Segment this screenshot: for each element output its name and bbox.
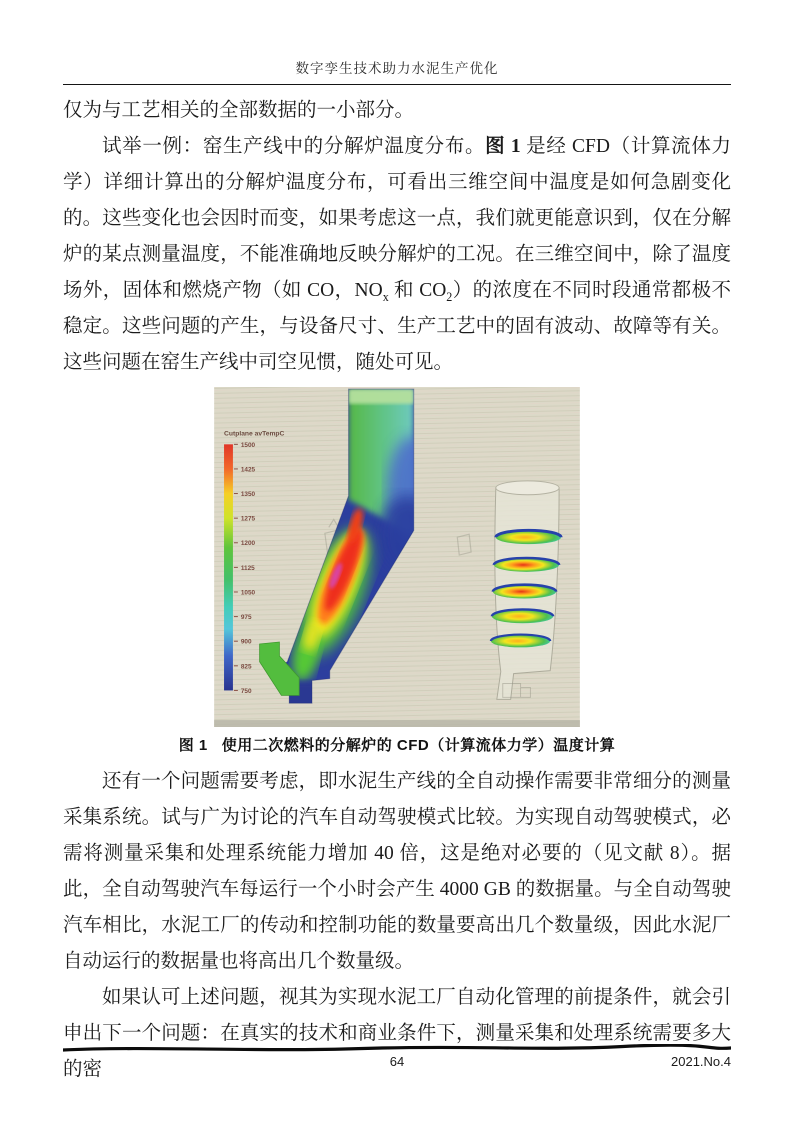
footer-row <box>63 1054 731 1072</box>
colorbar-tick-label: 750 <box>240 687 252 695</box>
paragraph-2 <box>63 764 731 980</box>
page-number: 64 <box>389 1054 405 1069</box>
paragraph-continuation <box>63 93 731 129</box>
issue-number: 2021.No.4 <box>671 1054 731 1069</box>
colorbar-tick-label: 975 <box>240 614 252 622</box>
paragraph-text: 试举一例：窑生产线中的分解炉温度分布。 <box>102 136 486 157</box>
figure-caption-label: 图 1 <box>178 737 208 754</box>
colorbar-tick-label: 1050 <box>240 589 256 597</box>
page-footer <box>63 1044 731 1072</box>
footer-rule <box>63 1044 731 1053</box>
paragraph-text: 如果认可上述问题，视其为实现水泥工厂自动化管理的前提条件，就会引申出下一个问题：在真实的技术和商业条件下，测量采集和处理系统需要多大的密 <box>63 987 731 1080</box>
colorbar-tick-label: 1275 <box>240 515 256 523</box>
figure-reference: 图 1 <box>485 136 521 157</box>
colorbar-tick-label: 1500 <box>240 441 256 449</box>
colorbar-gradient <box>224 444 233 690</box>
cutplane-slice <box>494 558 559 572</box>
cutplane-slice <box>492 609 553 623</box>
cutplane-slice <box>491 635 550 648</box>
cutplane-cylinder <box>491 481 561 699</box>
paragraph-text: 还有一个问题需要考虑，即水泥生产线的全自动操作需要非常细分的测量采集系统。试与广为讨论的汽车自动驾驶模式比较。为实现自动驾驶模式，必需将测量采集和处理系统能力增加 40 倍，这是绝对必要的（见文献 8）。据此，全自动驾驶汽车每运行一个小时会产生 4000 GB 的数据量。与全自动驾驶汽车相比，水泥工厂的传动和控制功能的数量要高出几个数量级，因此水泥厂自动运行的数据量也将高出几个数量级。 <box>63 771 731 972</box>
figure-caption-text: 使用二次燃料的分解炉的 CFD（计算流体力学）温度计算 <box>221 737 616 754</box>
colorbar-tick-label: 1125 <box>240 564 255 572</box>
figure-bottom-shadow <box>214 720 580 727</box>
subscript-2: 2 <box>446 289 453 304</box>
colorbar-tick-label: 1200 <box>240 540 256 548</box>
cutplane-slice <box>496 530 561 544</box>
paragraph-text: 仅为与工艺相关的全部数据的一小部分。 <box>63 100 415 121</box>
article-body <box>63 93 731 1088</box>
cutplane-slice <box>493 585 556 599</box>
header-rule <box>63 84 731 85</box>
paragraph-text: 是经 CFD（计算流体力学）详细计算出的分解炉温度分布，可看出三维空间中温度是如何急剧变化的。这些变化也会因时而变，如果考虑这一点，我们就更能意识到，仅在分解炉的某点测量温度，不能准确地反映分解炉的工况。在三维空间中，除了温度场外，固体和燃烧产物（如 CO，NO <box>63 136 731 301</box>
paragraph-text: 和 CO <box>388 280 447 301</box>
cfd-figure-image <box>212 387 582 727</box>
colorbar-tick-label: 1350 <box>240 491 256 499</box>
paragraph-text: ）的浓度在不同时段通常都极不稳定。这些问题的产生，与设备尺寸、生产工艺中的固有波动、故障等有关。这些问题在窑生产线中司空见惯，随处可见。 <box>63 280 731 373</box>
colorbar-tick-label: 1425 <box>240 466 256 474</box>
colorbar-tick-label: 825 <box>240 663 252 671</box>
page-content <box>63 0 731 1088</box>
colorbar-title: Cutplane avTempC <box>224 430 285 438</box>
page-header <box>63 0 731 85</box>
subscript-x: x <box>382 289 389 304</box>
colorbar-tick-label: 900 <box>240 638 252 646</box>
figure-caption <box>63 735 731 757</box>
figure-1 <box>212 387 582 727</box>
running-title: 数字孪生技术助力水泥生产优化 <box>295 61 499 76</box>
paragraph-1 <box>63 129 731 381</box>
